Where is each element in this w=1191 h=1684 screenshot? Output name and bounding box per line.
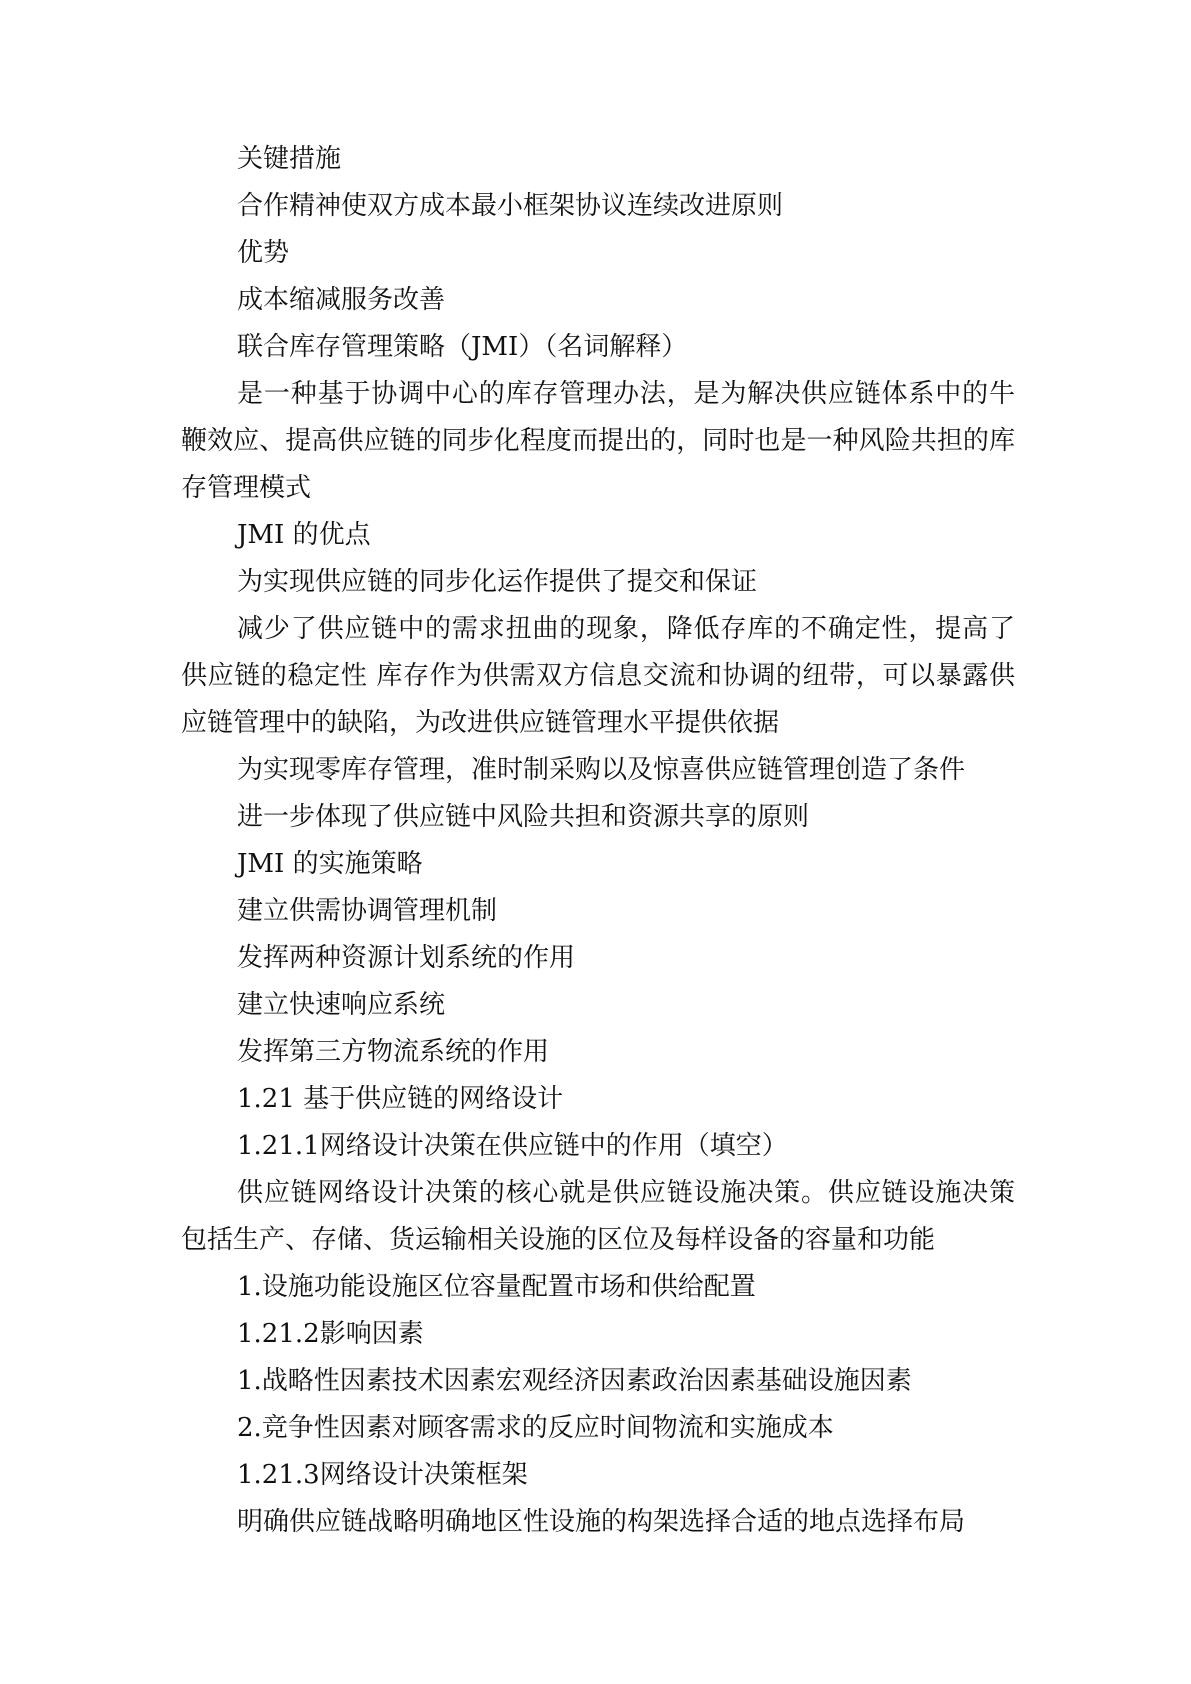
- paragraph: 1.21.1网络设计决策在供应链中的作用（填空）: [237, 1131, 788, 1161]
- paragraph: 成本缩减服务改善: [237, 285, 446, 315]
- paragraph: JMI 的实施策略: [237, 849, 423, 879]
- paragraph: 供应链网络设计决策的核心就是供应链设施决策。供应链设施决策包括生产、存储、货运输相关设施的区位及每样设备的容量和功能: [181, 1178, 1015, 1255]
- paragraph: 建立快速响应系统: [237, 990, 446, 1020]
- paragraph: 建立供需协调管理机制: [237, 896, 498, 926]
- paragraph: 进一步体现了供应链中风险共担和资源共享的原则: [237, 802, 810, 832]
- paragraph: 优势: [237, 238, 290, 268]
- paragraph: 明确供应链战略明确地区性设施的构架选择合适的地点选择布局: [237, 1507, 966, 1537]
- paragraph: 关键措施: [237, 144, 342, 174]
- paragraph: 1.21.3网络设计决策框架: [237, 1460, 528, 1490]
- paragraph: 1.21 基于供应链的网络设计: [237, 1084, 564, 1114]
- paragraph: 减少了供应链中的需求扭曲的现象，降低存库的不确定性，提高了供应链的稳定性 库存作为供需双方信息交流和协调的纽带，可以暴露供应链管理中的缺陷，为改进供应链管理水平提供依据: [181, 614, 1015, 738]
- paragraph: 发挥第三方物流系统的作用: [237, 1037, 550, 1067]
- paragraph: 2.竞争性因素对顾客需求的反应时间物流和实施成本: [237, 1413, 834, 1443]
- paragraph: JMI 的优点: [237, 520, 371, 550]
- paragraph: 合作精神使双方成本最小框架协议连续改进原则: [237, 191, 784, 221]
- paragraph: 联合库存管理策略（JMI）（名词解释）: [237, 332, 688, 362]
- paragraph: 1.战略性因素技术因素宏观经济因素政治因素基础设施因素: [237, 1366, 912, 1396]
- paragraph: 为实现供应链的同步化运作提供了提交和保证: [237, 567, 758, 597]
- paragraph: 发挥两种资源计划系统的作用: [237, 943, 576, 973]
- document-body: [181, 136, 1015, 1546]
- paragraph: 是一种基于协调中心的库存管理办法，是为解决供应链体系中的牛鞭效应、提高供应链的同步化程度而提出的，同时也是一种风险共担的库存管理模式: [181, 379, 1015, 503]
- paragraph: 为实现零库存管理，准时制采购以及惊喜供应链管理创造了条件: [237, 755, 966, 785]
- paragraph: 1.21.2影响因素: [237, 1319, 424, 1349]
- paragraph: 1.设施功能设施区位容量配置市场和供给配置: [237, 1272, 756, 1302]
